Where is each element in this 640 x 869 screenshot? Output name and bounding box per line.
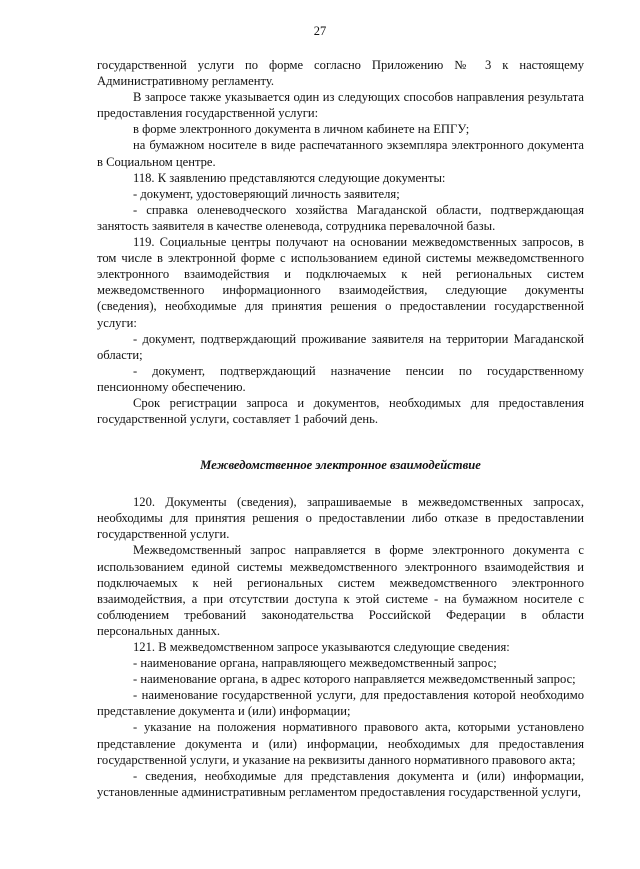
- paragraph-119: 119. Социальные центры получают на основании межведомственных запросов, в том числе в электронной форме с использованием единой системы межведомственного электронного взаимодействия и подключаемых к ней региональных систем межведомственного информационного взаимодействия, следующие документы (сведения), необходимые для принятия решения о предоставлении государственной услуги:: [97, 235, 584, 330]
- paragraph-method-epgu: в форме электронного документа в личном кабинете на ЕПГУ;: [133, 122, 470, 137]
- paragraph-118: 118. К заявлению представляются следующие документы:: [133, 170, 446, 185]
- paragraph-120: 120. Документы (сведения), запрашиваемые в межведомственных запросах, необходимы для принятия решения о предоставлении либо отказе в предоставлении государственной услуги.: [97, 495, 584, 542]
- paragraph-121-item-3: - наименование государственной услуги, для предоставления которой необходимо представление документа и (или) информации;: [97, 688, 584, 719]
- paragraph-119-item-1: - документ, подтверждающий проживание заявителя на территории Магаданской области;: [97, 331, 584, 362]
- paragraph-118-item-2: - справка оленеводческого хозяйства Магаданской области, подтверждающая занятость заявителя в качестве оленевода, сотрудника перевалочной базы.: [97, 202, 584, 233]
- paragraph-request-form: Межведомственный запрос направляется в форме электронного документа с использованием единой системы межведомственного электронного взаимодействия и подключаемых к ней региональных систем межведомственного электронного взаимодействия, а при отсутствии доступа к этой системе - на бумажном носителе с соблюдением требований законодательства Российской Федерации в области персональных данных.: [97, 543, 584, 638]
- paragraph-121-item-5: - сведения, необходимые для представления документа и (или) информации, установленные административным регламентом предоставления государственной услуги,: [97, 768, 584, 799]
- paragraph-121: 121. В межведомственном запросе указываются следующие сведения:: [133, 640, 510, 654]
- paragraph-continuation: государственной услуги по форме согласно Приложению № 3 к настоящему Административному регламенту.: [97, 58, 584, 89]
- paragraph-method-paper: на бумажном носителе в виде распечатанного экземпляра электронного документа в Социальном центре.: [97, 138, 584, 169]
- paragraph-registration-term: Срок регистрации запроса и документов, необходимых для предоставления государственной услуги, составляет 1 рабочий день.: [97, 395, 584, 427]
- paragraph-121-item-1: - наименование органа, направляющего межведомственный запрос;: [133, 656, 497, 671]
- section-heading: Межведомственное электронное взаимодействие: [200, 458, 481, 473]
- paragraph-121-item-2: - наименование органа, в адрес которого направляется межведомственный запрос;: [133, 672, 576, 687]
- paragraph-121-item-4: - указание на положения нормативного правового акта, которыми установлено представление документа и (или) информации, необходимых для предоставления государственной услуги, и указание на реквизиты данного нормативного правового акта;: [97, 720, 584, 767]
- paragraph-result-methods: В запросе также указывается один из следующих способов направления результата предоставления государственной услуги:: [97, 90, 584, 121]
- page-number: 27: [313, 24, 327, 38]
- document-body: [97, 57, 584, 800]
- paragraph-119-item-2: - документ, подтверждающий назначение пенсии по государственному пенсионному обеспечению.: [97, 363, 584, 394]
- paragraph-118-item-1: - документ, удостоверяющий личность заявителя;: [133, 186, 400, 201]
